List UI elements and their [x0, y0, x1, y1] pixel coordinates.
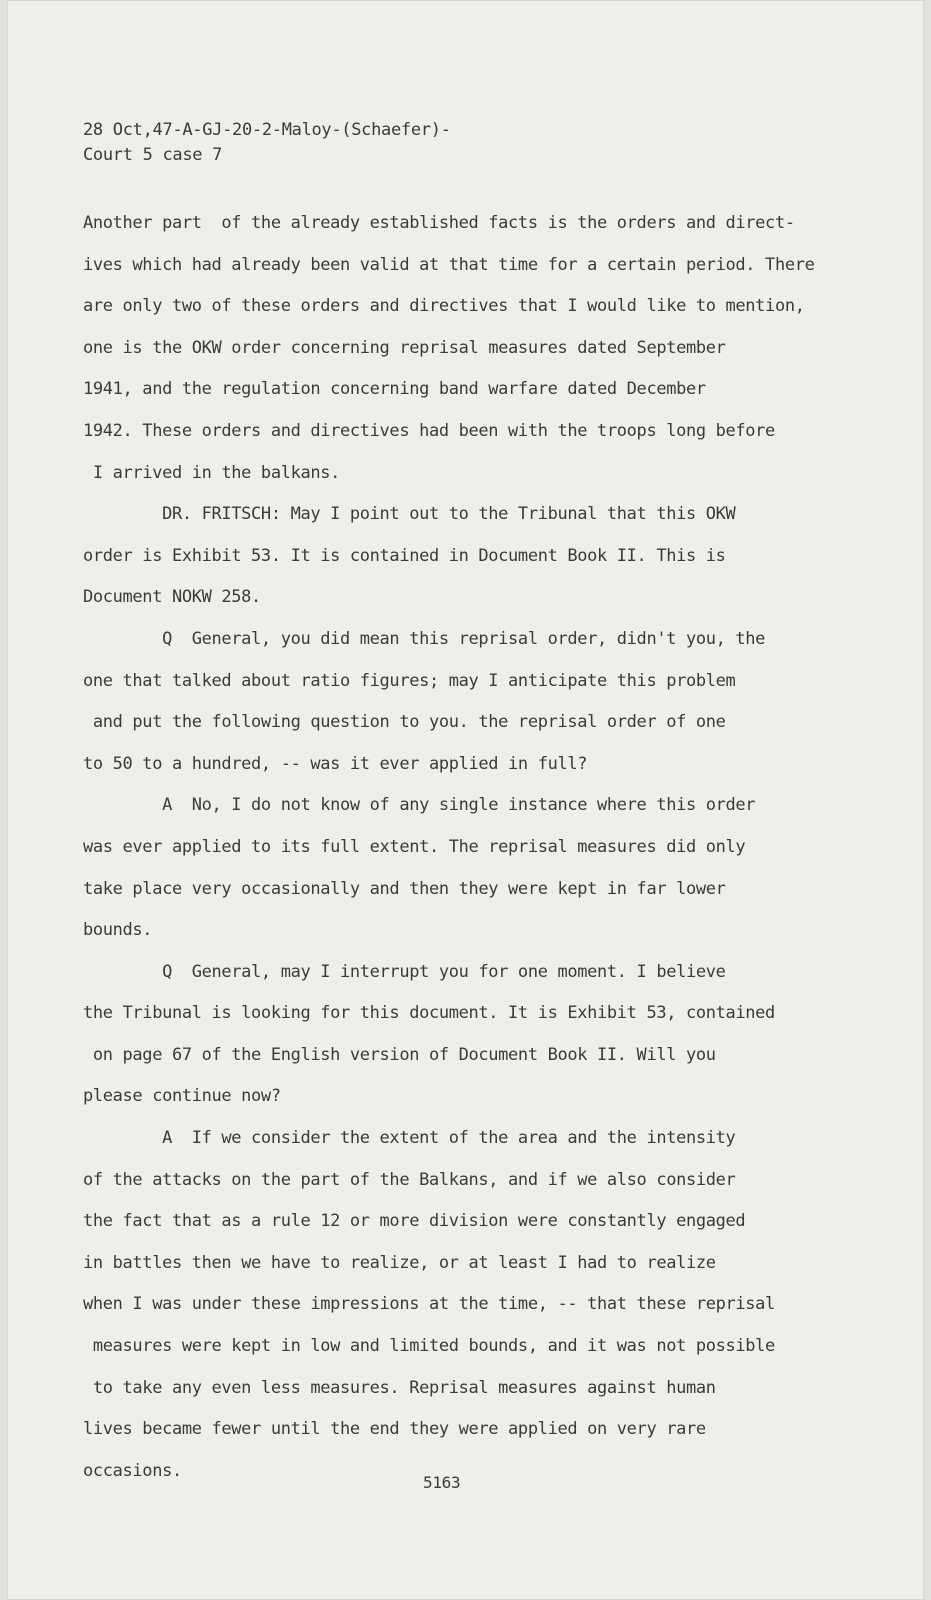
text-line: one is the OKW order concerning reprisal measures dated September	[83, 337, 726, 358]
text-line: A If we consider the extent of the area and the intensity	[83, 1128, 736, 1149]
text-line: Q General, may I interrupt you for one moment. I believe	[83, 961, 726, 982]
text-line: when I was under these impressions at the time, -- that these reprisal	[83, 1294, 775, 1315]
text-line: I arrived in the balkans.	[83, 462, 341, 483]
text-line: measures were kept in low and limited bounds, and it was not possible	[83, 1336, 775, 1357]
text-line: DR. FRITSCH: May I point out to the Tribunal that this OKW	[83, 504, 736, 525]
transcript-body	[83, 203, 843, 1492]
header-line-2: Court 5 case 7	[83, 145, 223, 165]
text-line: and put the following question to you. the reprisal order of one	[83, 712, 726, 733]
text-line: are only two of these orders and directives that I would like to mention,	[83, 296, 805, 317]
text-line: of the attacks on the part of the Balkans, and if we also consider	[83, 1169, 736, 1190]
text-line: 1942. These orders and directives had been with the troops long before	[83, 420, 775, 441]
text-line: lives became fewer until the end they were applied on very rare	[83, 1419, 706, 1440]
text-line: Q General, you did mean this reprisal order, didn't you, the	[83, 628, 766, 649]
text-line: in battles then we have to realize, or at least I had to realize	[83, 1252, 716, 1273]
text-line: one that talked about ratio figures; may I anticipate this problem	[83, 670, 736, 691]
text-line: to take any even less measures. Reprisal measures against human	[83, 1377, 716, 1398]
text-line: please continue now?	[83, 1086, 281, 1107]
document-page	[7, 0, 924, 1600]
text-line: the Tribunal is looking for this document. It is Exhibit 53, contained	[83, 1003, 775, 1024]
text-line: Document NOKW 258.	[83, 587, 261, 608]
text-line: Another part of the already established facts is the orders and direct-	[83, 213, 795, 233]
text-line: on page 67 of the English version of Document Book II. Will you	[83, 1044, 716, 1065]
text-line: the fact that as a rule 12 or more division were constantly engaged	[83, 1211, 746, 1232]
header-line-1: 28 Oct,47-A-GJ-20-2-Maloy-(Schaefer)-	[83, 120, 451, 140]
text-line: occasions.	[83, 1460, 182, 1481]
text-line: bounds.	[83, 920, 153, 941]
text-line: 1941, and the regulation concerning band warfare dated December	[83, 379, 706, 400]
text-line: ives which had already been valid at that time for a certain period. There	[83, 254, 815, 275]
page-number: 5163	[423, 1473, 461, 1492]
text-line: was ever applied to its full extent. The reprisal measures did only	[83, 836, 746, 857]
text-line: take place very occasionally and then they were kept in far lower	[83, 878, 726, 899]
text-line: A No, I do not know of any single instance where this order	[83, 795, 756, 816]
text-line: to 50 to a hundred, -- was it ever applied in full?	[83, 753, 588, 774]
text-line: order is Exhibit 53. It is contained in Document Book II. This is	[83, 545, 726, 566]
document-header	[83, 118, 451, 168]
